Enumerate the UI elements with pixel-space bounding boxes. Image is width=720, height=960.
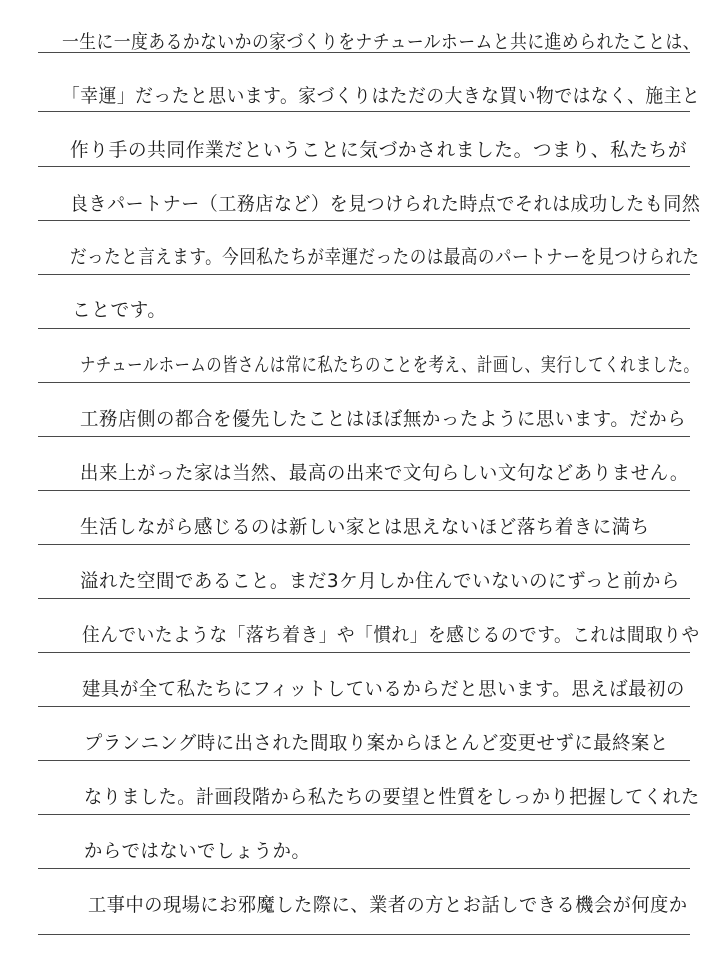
ruled-line: [38, 382, 690, 383]
text-line: 「幸運」だったと思います。家づくりはただの大きな買い物ではなく、施主と: [62, 85, 701, 107]
ruled-line: [38, 166, 690, 167]
ruled-line: [38, 760, 690, 761]
text-line: からではないでしょうか。: [84, 840, 311, 862]
ruled-line: [38, 436, 690, 437]
ruled-line: [38, 934, 690, 935]
text-line: 溢れた空間であること。まだ3ケ月しか住んでいないのにずっと前から: [80, 570, 680, 592]
text-line: ことです。: [72, 299, 167, 321]
ruled-line: [38, 111, 690, 112]
text-line: プランニング時に出された間取り案からほとんど変更せずに最終案と: [84, 732, 669, 754]
text-line: 工務店側の都合を優先したことはほぼ無かったように思います。だから: [80, 408, 687, 430]
text-line: 生活しながら感じるのは新しい家とは思えないほど落ち着きに満ち: [80, 516, 650, 538]
ruled-line: [38, 328, 690, 329]
ruled-line: [38, 274, 690, 275]
text-line: 作り手の共同作業だということに気づかされました。つまり、私たちが: [70, 139, 688, 161]
ruled-line: [38, 490, 690, 491]
text-line: ナチュールホームの皆さんは常に私たちのことを考え、計画し、実行してくれました。: [80, 354, 700, 376]
ruled-line: [38, 706, 690, 707]
text-line: 住んでいたような「落ち着き」や「慣れ」を感じるのです。これは間取りや: [82, 624, 700, 646]
text-line: 建具が全て私たちにフィットしているからだと思います。思えば最初の: [82, 678, 685, 700]
text-line: 一生に一度あるかないかの家づくりをナチュールホームと共に進められたことは、: [62, 31, 701, 53]
text-line: だったと言えます。今回私たちが幸運だったのは最高のパートナーを見つけられた: [70, 246, 700, 268]
text-line: なりました。計画段階から私たちの要望と性質をしっかり把握してくれた: [84, 786, 700, 808]
ruled-line: [38, 544, 690, 545]
ruled-line: [38, 814, 690, 815]
ruled-line: [38, 868, 690, 869]
ruled-line: [38, 220, 690, 221]
text-line: 出来上がった家は当然、最高の出来で文句らしい文句などありません。: [80, 462, 689, 484]
text-line: 工事中の現場にお邪魔した際に、業者の方とお話しできる機会が何度か: [88, 894, 688, 916]
ruled-line: [38, 652, 690, 653]
text-line: 良きパートナー（工務店など）を見つけられた時点でそれは成功したも同然: [70, 193, 701, 215]
ruled-line: [38, 598, 690, 599]
